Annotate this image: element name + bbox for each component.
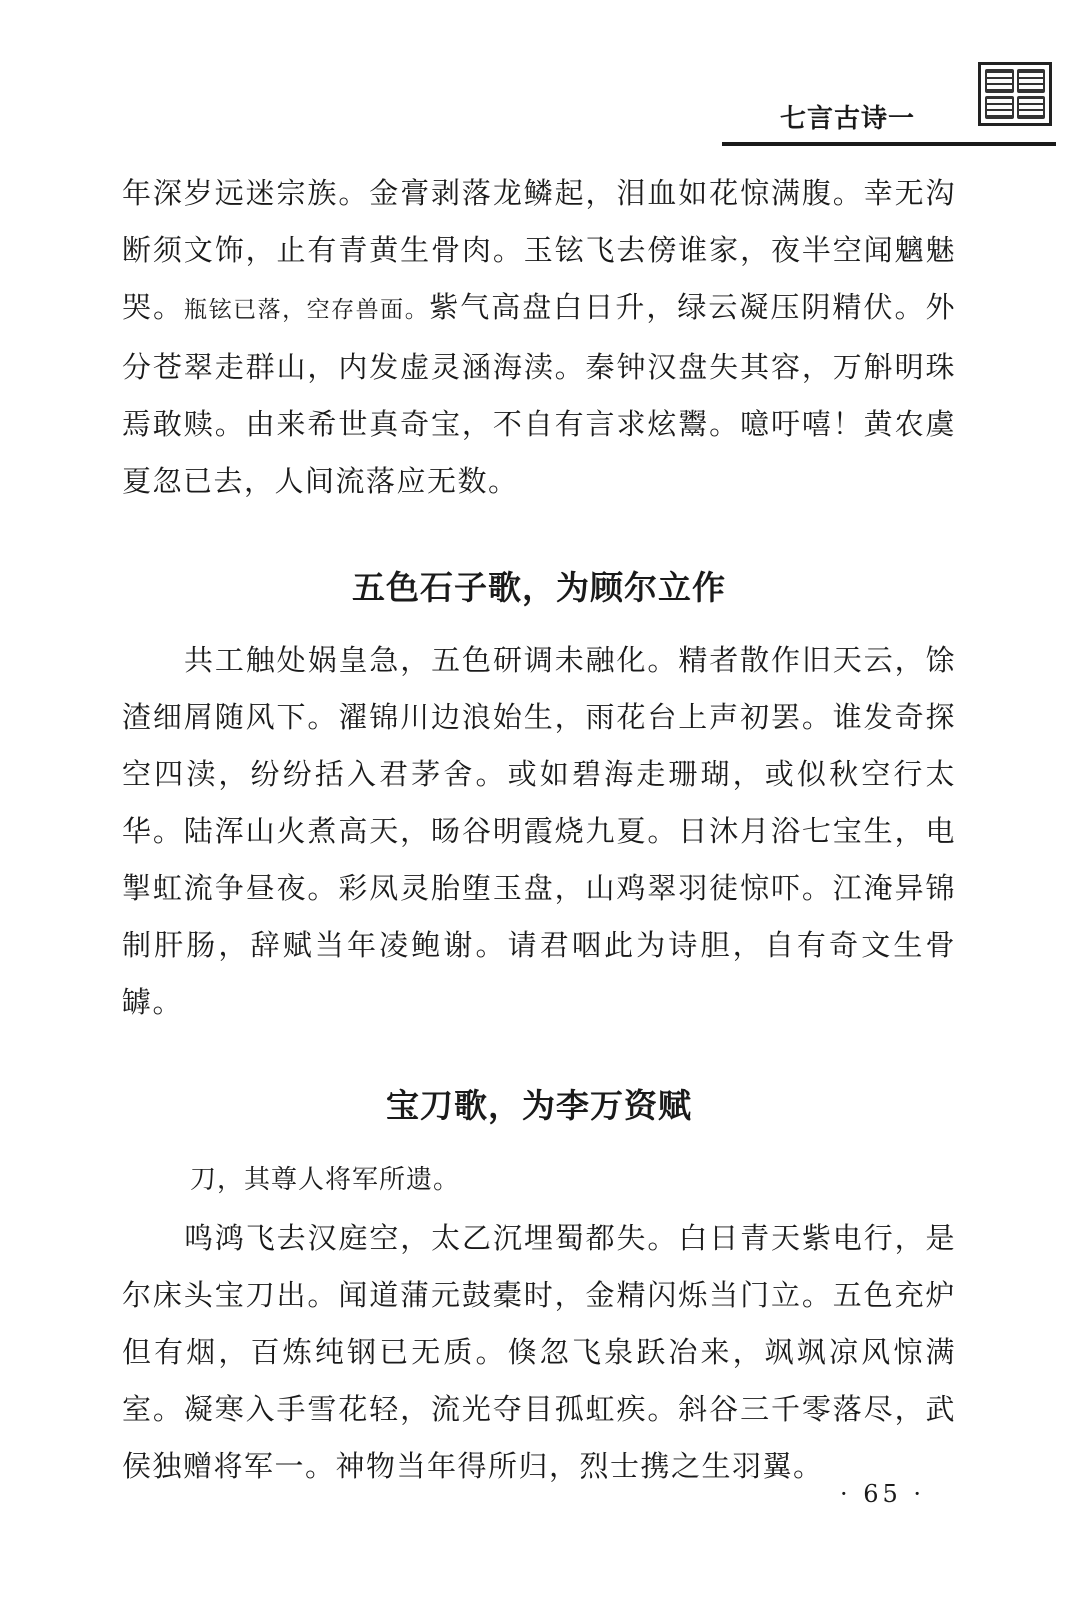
passage-body: 年深岁远迷宗族。金膏剥落龙鳞起，泪血如花惊满腹。幸无沟断须文饰，止有青黄生骨肉。玉铉飞去傍谁家，夜半空闻魑魅哭。 (122, 176, 956, 324)
poem-body: 共工触处娲皇急，五色研调未融化。精者散作旧天云，馀渣细屑随风下。濯锦川边浪始生，雨花台上声初罢。谁发奇探空四渎，纷纷括入君茅舍。或如碧海走珊瑚，或似秋空行太华。陆浑山火煮高天，旸谷明霞烧九夏。日沐月浴七宝生，电掣虹流争昼夜。彩凤灵胎堕玉盘，山鸡翠羽徒惊吓。江淹异锦制肝肠，辞赋当年凌鲍谢。请君咽此为诗胆，自有奇文生骨罅。 (122, 643, 956, 1019)
passage-body-after-note: 紫气高盘白日升，绿云凝压阴精伏。外分苍翠走群山，内发虚灵涵海渎。秦钟汉盘失其容，万斛明珠焉敢赎。由来希世真奇宝，不自有言求炫鬻。噫吁嘻！黄农虞夏忽已去，人间流落应无数。 (122, 290, 956, 498)
poem-title: 宝刀歌，为李万资赋 (386, 1086, 692, 1125)
running-head: 七言古诗一 (780, 104, 916, 134)
seal-glyph (1017, 69, 1046, 93)
poem-preface: 刀，其尊人将军所遗。 (190, 1165, 461, 1195)
seal-stamp-icon (978, 62, 1052, 126)
passage-note: 瓶铉已落，空存兽面。 (184, 297, 430, 323)
seal-glyph (985, 96, 1014, 120)
header-rule (722, 142, 1056, 146)
passage-continued-text (122, 165, 956, 510)
poem-title: 五色石子歌，为顾尔立作 (352, 568, 726, 607)
seal-glyph (1017, 96, 1046, 120)
page-number: · 65 · (840, 1480, 926, 1508)
poem-body: 鸣鸿飞去汉庭空，太乙沉埋蜀都失。白日青天紫电行，是尔床头宝刀出。闻道蒲元鼓橐时，金精闪烁当门立。五色充炉但有烟，百炼纯钢已无质。倏忽飞泉跃冶来，飒飒凉风惊满室。凝寒入手雪花轻，流光夺目孤虹疾。斜谷三千零落尽，武侯独赠将军一。神物当年得所归，烈士携之生羽翼。 (122, 1221, 956, 1483)
seal-glyph (985, 69, 1014, 93)
